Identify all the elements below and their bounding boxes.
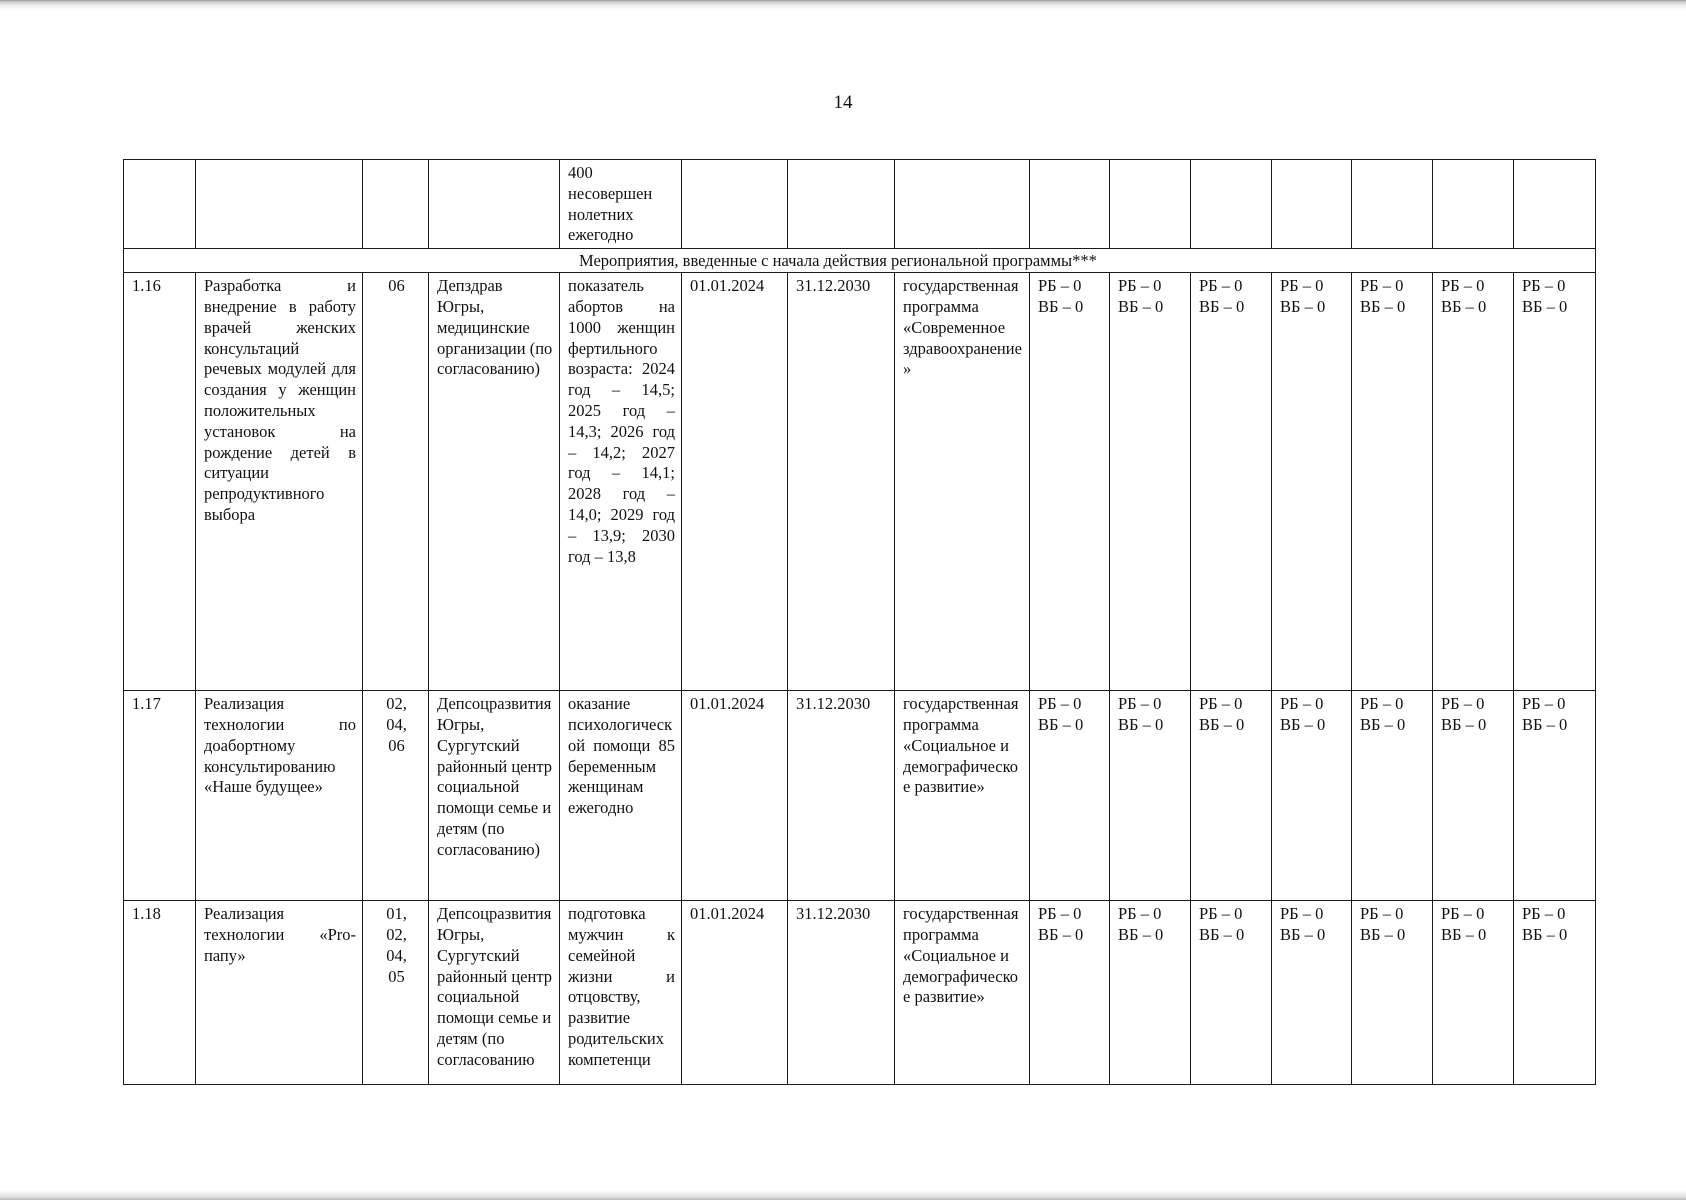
financing-cell — [1191, 901, 1272, 1085]
financing-rb: РБ – 0 — [1038, 904, 1082, 924]
indicator: оказание психологической помощи 85 беременным женщинам ежегодно — [560, 691, 682, 901]
financing-vb: ВБ – 0 — [1038, 296, 1084, 316]
cell-empty — [1352, 160, 1433, 249]
financing-rb: РБ – 0 — [1522, 276, 1566, 296]
financing-vb: ВБ – 0 — [1280, 296, 1326, 316]
cell-empty — [1272, 160, 1352, 249]
financing-cell — [1272, 901, 1352, 1085]
cell-empty — [1191, 160, 1272, 249]
row-number: 1.16 — [124, 273, 196, 691]
financing-rb: РБ – 0 — [1360, 904, 1404, 924]
task-number: 02, — [386, 924, 407, 944]
measure-name: Реализация технологии по доабортному консультированию «Наше будущее» — [196, 691, 363, 901]
financing-vb: ВБ – 0 — [1199, 924, 1245, 944]
financing-cell — [1514, 691, 1596, 901]
financing-cell — [1352, 901, 1433, 1085]
indicator-line: несовершен — [568, 183, 653, 203]
end-date: 31.12.2030 — [788, 273, 895, 691]
financing-vb: ВБ – 0 — [1199, 714, 1245, 734]
financing-vb: ВБ – 0 — [1118, 296, 1164, 316]
financing-vb: ВБ – 0 — [1522, 296, 1568, 316]
cell-empty — [682, 160, 788, 249]
financing-cell — [1433, 901, 1514, 1085]
financing-rb: РБ – 0 — [1522, 904, 1566, 924]
start-date: 01.01.2024 — [682, 901, 788, 1085]
financing-rb: РБ – 0 — [1280, 904, 1324, 924]
section-row — [124, 249, 1596, 273]
cell-empty — [124, 160, 196, 249]
financing-vb: ВБ – 0 — [1199, 296, 1245, 316]
end-date: 31.12.2030 — [788, 901, 895, 1085]
financing-rb: РБ – 0 — [1199, 694, 1243, 714]
start-date: 01.01.2024 — [682, 691, 788, 901]
financing-vb: ВБ – 0 — [1360, 296, 1406, 316]
task-number: 02, — [386, 694, 407, 714]
financing-rb: РБ – 0 — [1199, 276, 1243, 296]
financing-cell — [1433, 273, 1514, 691]
cell-empty — [788, 160, 895, 249]
financing-cell — [1030, 273, 1110, 691]
state-program: государственная программа «Социальное и демографическое развитие» — [895, 691, 1030, 901]
task-number: 04, — [386, 945, 407, 965]
cell-empty — [1433, 160, 1514, 249]
financing-vb: ВБ – 0 — [1280, 714, 1326, 734]
financing-cell — [1514, 901, 1596, 1085]
financing-rb: РБ – 0 — [1441, 276, 1485, 296]
financing-cell — [1433, 691, 1514, 901]
financing-cell — [1352, 691, 1433, 901]
financing-cell — [1030, 901, 1110, 1085]
financing-vb: ВБ – 0 — [1441, 296, 1487, 316]
executor: Депсоцразвития Югры, Сургутский районный центр социальной помощи семье и детям (по согласованию — [429, 901, 560, 1085]
financing-vb: ВБ – 0 — [1360, 714, 1406, 734]
indicator-line: ежегодно — [568, 225, 634, 245]
table-row — [124, 901, 1596, 1085]
indicator-line: 400 — [568, 163, 593, 182]
task-numbers — [363, 901, 429, 1085]
indicator-cell — [560, 160, 682, 249]
state-program: государственная программа «Социальное и демографическое развитие» — [895, 901, 1030, 1085]
financing-vb: ВБ – 0 — [1441, 714, 1487, 734]
financing-cell — [1110, 901, 1191, 1085]
financing-rb: РБ – 0 — [1280, 276, 1324, 296]
financing-vb: ВБ – 0 — [1118, 924, 1164, 944]
end-date: 31.12.2030 — [788, 691, 895, 901]
financing-vb: ВБ – 0 — [1522, 924, 1568, 944]
task-numbers: 06 — [363, 273, 429, 691]
financing-rb: РБ – 0 — [1441, 904, 1485, 924]
task-number: 05 — [388, 966, 405, 986]
financing-cell — [1191, 273, 1272, 691]
financing-vb: ВБ – 0 — [1522, 714, 1568, 734]
table-row — [124, 273, 1596, 691]
state-program: государственная программа «Современное здравоохранение» — [895, 273, 1030, 691]
cell-empty — [429, 160, 560, 249]
financing-cell — [1272, 691, 1352, 901]
task-number: 04, — [386, 714, 407, 734]
financing-vb: ВБ – 0 — [1038, 714, 1084, 734]
financing-rb: РБ – 0 — [1360, 694, 1404, 714]
financing-cell — [1272, 273, 1352, 691]
row-number: 1.17 — [124, 691, 196, 901]
financing-rb: РБ – 0 — [1199, 904, 1243, 924]
financing-rb: РБ – 0 — [1118, 276, 1162, 296]
cell-empty — [1514, 160, 1596, 249]
financing-rb: РБ – 0 — [1360, 276, 1404, 296]
indicator: показатель абортов на 1000 женщин фертильного возраста: 2024 год – 14,5; 2025 год – 14,3; 2026 год – 14,2; 2027 год – 14,1; 2028 год – 14,0; 2029 год – 13,9; 2030 год – 13,8 — [560, 273, 682, 691]
measures-table — [123, 159, 1596, 1085]
scan-edge-top — [0, 0, 1686, 10]
financing-vb: ВБ – 0 — [1038, 924, 1084, 944]
cell-empty — [1030, 160, 1110, 249]
financing-vb: ВБ – 0 — [1441, 924, 1487, 944]
task-numbers — [363, 691, 429, 901]
section-title: Мероприятия, введенные с начала действия региональной программы*** — [579, 251, 1097, 271]
start-date: 01.01.2024 — [682, 273, 788, 691]
financing-cell — [1514, 273, 1596, 691]
financing-vb: ВБ – 0 — [1118, 714, 1164, 734]
page-number: 14 — [833, 92, 853, 113]
row-number: 1.18 — [124, 901, 196, 1085]
measure-name: Разработка и внедрение в работу врачей женских консультаций речевых модулей для создания у женщин положительных установок на рождение детей в ситуации репродуктивного выбора — [196, 273, 363, 691]
measure-name: Реализация технологии «Pro-папу» — [196, 901, 363, 1085]
scan-edge-bottom — [0, 1190, 1686, 1200]
financing-rb: РБ – 0 — [1522, 694, 1566, 714]
cell-empty — [363, 160, 429, 249]
financing-cell — [1030, 691, 1110, 901]
financing-rb: РБ – 0 — [1441, 694, 1485, 714]
financing-vb: ВБ – 0 — [1280, 924, 1326, 944]
financing-cell — [1191, 691, 1272, 901]
financing-cell — [1110, 691, 1191, 901]
section-title-cell — [124, 249, 1596, 273]
financing-cell — [1110, 273, 1191, 691]
financing-cell — [1352, 273, 1433, 691]
cell-empty — [196, 160, 363, 249]
task-number: 06 — [388, 735, 405, 755]
financing-vb: ВБ – 0 — [1360, 924, 1406, 944]
indicator: подготовка мужчин к семейной жизни и отцовству, развитие родительских компетенци — [560, 901, 682, 1085]
financing-rb: РБ – 0 — [1038, 276, 1082, 296]
financing-rb: РБ – 0 — [1038, 694, 1082, 714]
cell-empty — [1110, 160, 1191, 249]
table-row — [124, 691, 1596, 901]
indicator-line: нолетних — [568, 204, 634, 224]
executor: Депздрав Югры, медицинские организации (по согласованию) — [429, 273, 560, 691]
financing-rb: РБ – 0 — [1280, 694, 1324, 714]
executor: Депсоцразвития Югры, Сургутский районный центр социальной помощи семье и детям (по согласованию) — [429, 691, 560, 901]
financing-rb: РБ – 0 — [1118, 904, 1162, 924]
financing-rb: РБ – 0 — [1118, 694, 1162, 714]
continuation-row — [124, 160, 1596, 249]
cell-empty — [895, 160, 1030, 249]
task-number: 01, — [386, 904, 407, 924]
